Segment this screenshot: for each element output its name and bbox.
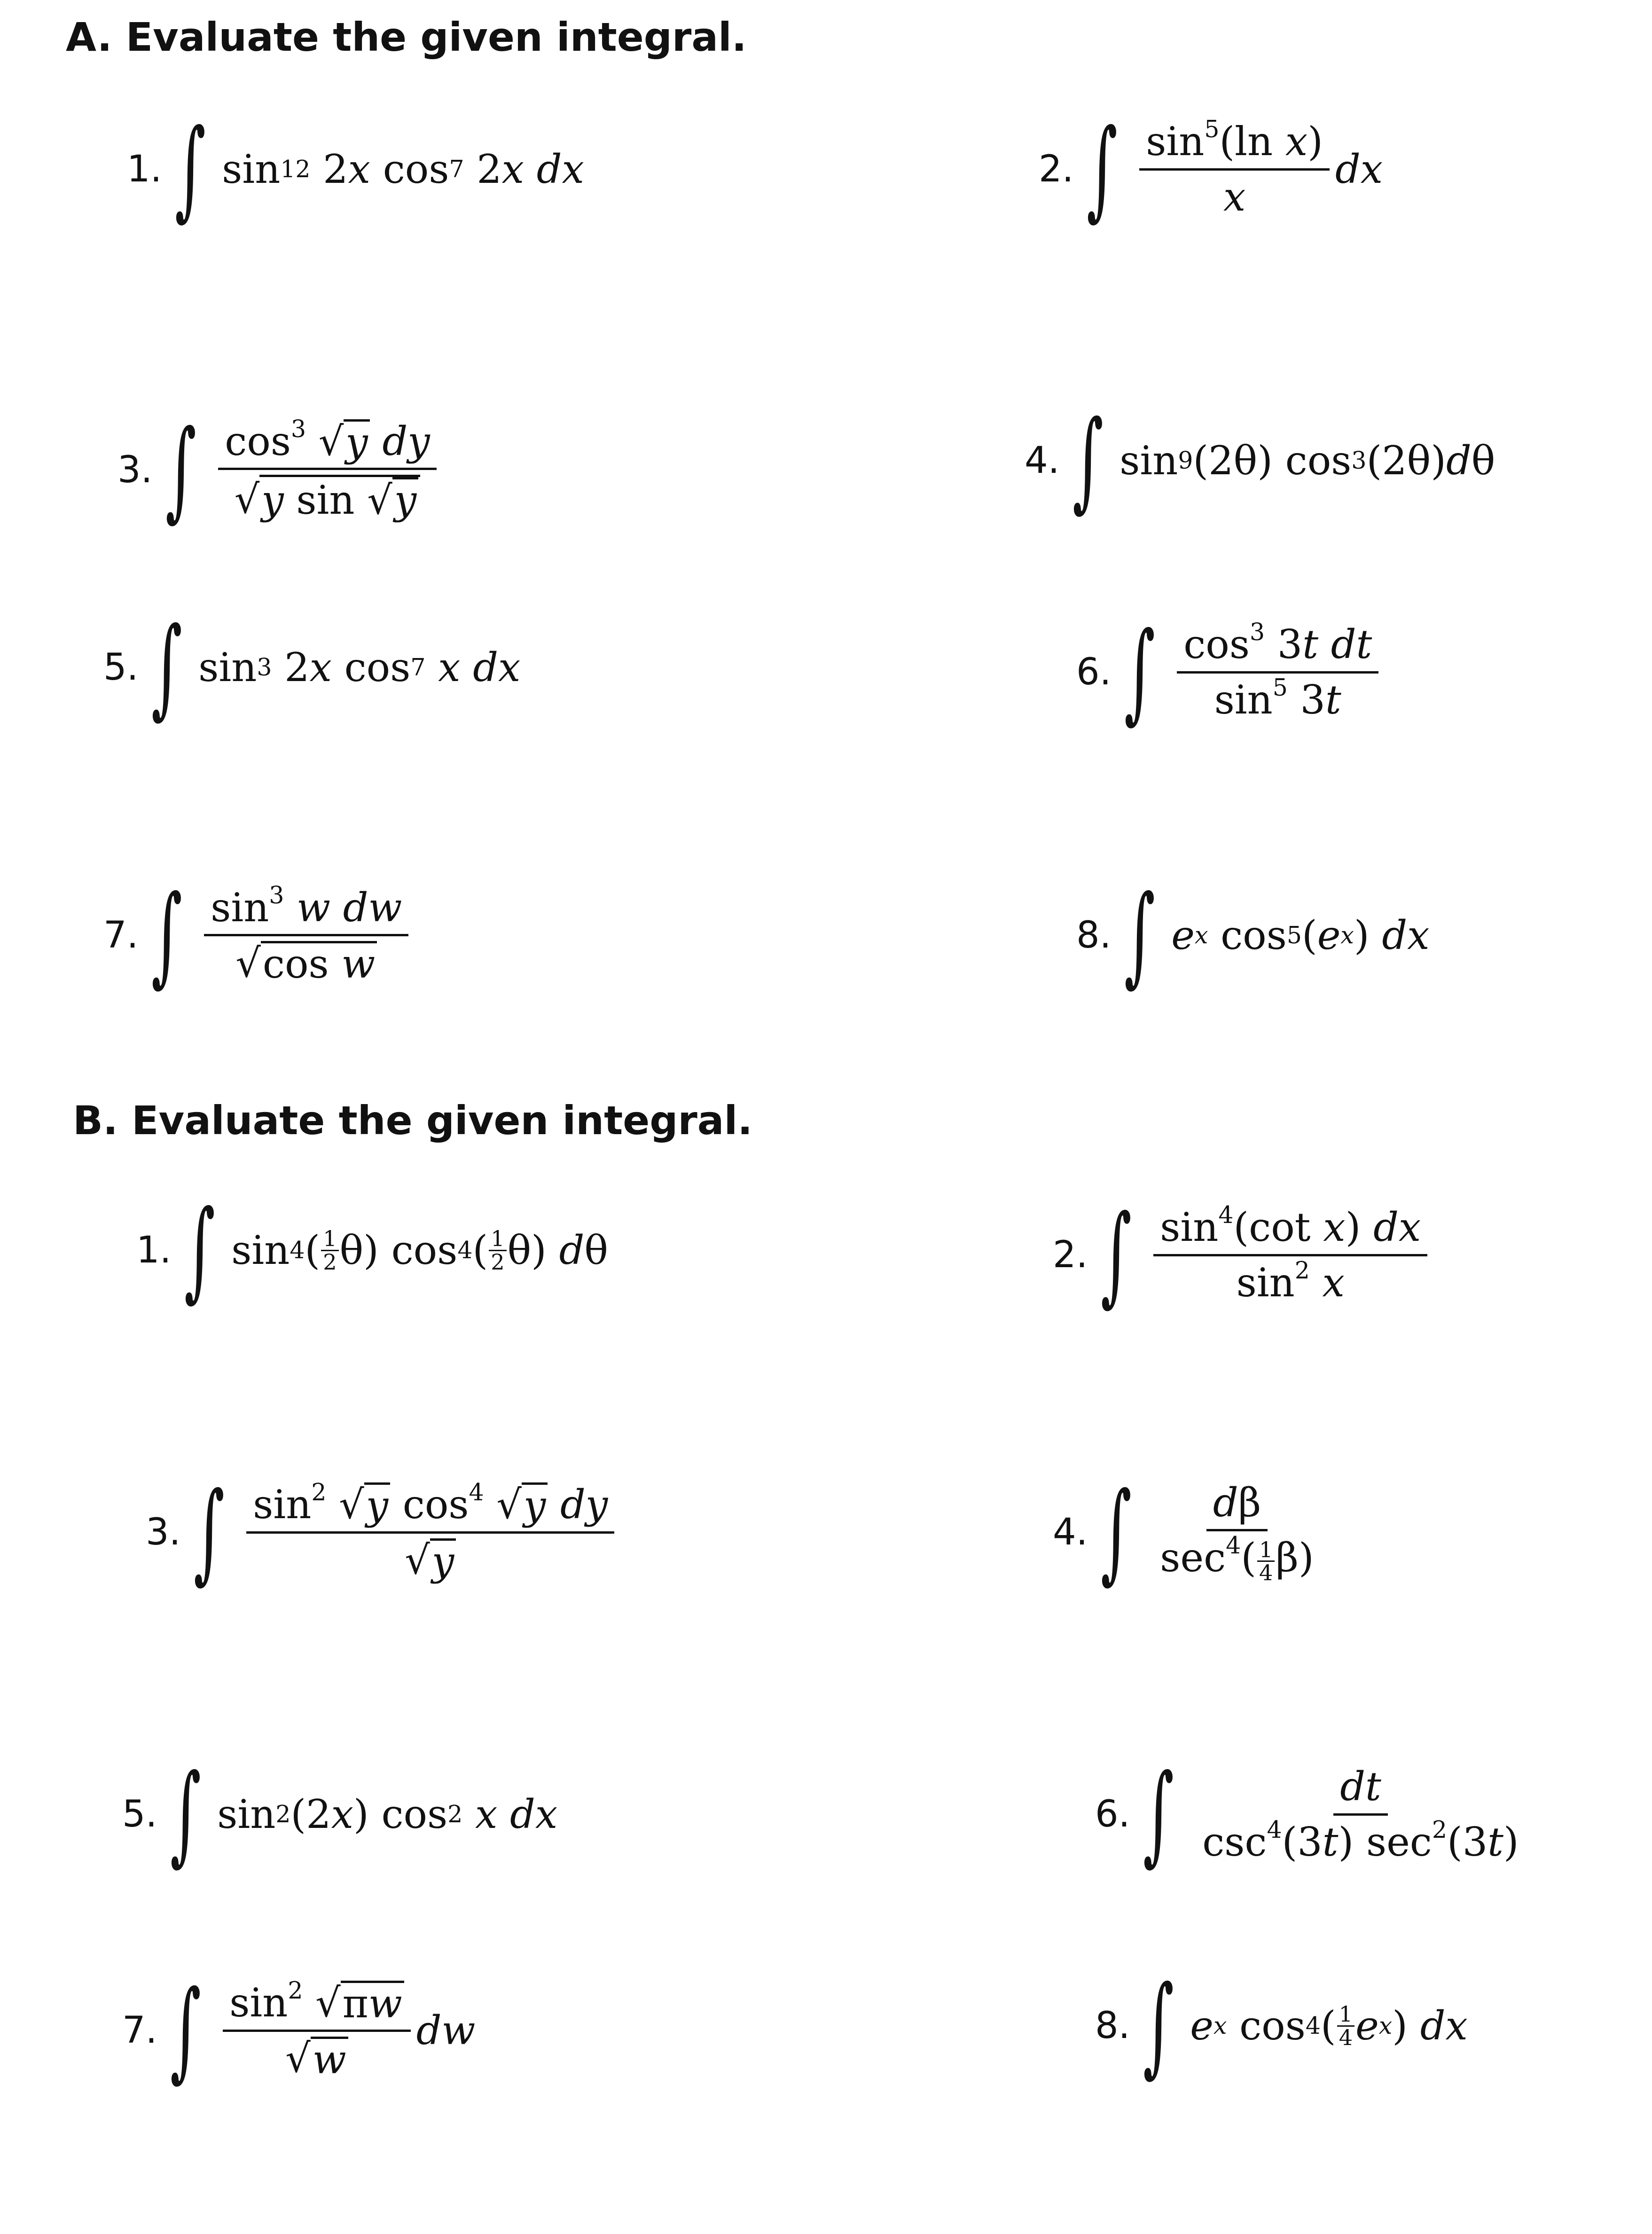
integral-symbol: ∫ — [1073, 398, 1104, 523]
integral-symbol: ∫ — [151, 872, 183, 998]
integral-symbol: ∫ — [175, 106, 206, 232]
problem-a1 — [127, 108, 584, 230]
integrand: $\sin^3 w$ dw √ cos w — [198, 886, 414, 985]
integrand: $\frac{\sin^5(\ln x)}{x}$ dx — [1134, 120, 1383, 219]
problem-a7 — [103, 874, 414, 996]
integrand: $\sin^2$ √ y $\cos^4$ √ y dy √ y — [241, 1482, 620, 1582]
integrand: $\frac{\sin^4(\cot x) dx}{\sin^2 x}$ — [1148, 1206, 1433, 1304]
problem-b6 — [1095, 1744, 1531, 1885]
problem-b5 — [122, 1753, 557, 1875]
integrand: sin 9 (2θ) cos 3 (2θ) d θ — [1120, 438, 1495, 484]
integrand: $\cos^3$ √ y dy √ y sin √ y — [212, 419, 442, 521]
integrand: sin 12 2 x cos 7 2 x dx — [222, 146, 584, 192]
problem-number: 6. — [1095, 1793, 1130, 1835]
problem-number: 1. — [136, 1229, 172, 1271]
problem-number: 5. — [103, 646, 139, 689]
problem-number: 7. — [122, 2009, 157, 2052]
problem-number: 2. — [1039, 148, 1074, 190]
problem-number: 2. — [1053, 1234, 1088, 1276]
integral-symbol: ∫ — [165, 407, 197, 533]
problem-number: 6. — [1076, 651, 1112, 693]
integrand: $\frac{\cos^3 3t dt}{\sin^5 3t}$ — [1171, 623, 1384, 721]
problem-a6 — [1076, 606, 1384, 738]
problem-a2 — [1039, 108, 1383, 230]
integrand: sin 3 2 x cos 7 x dx — [198, 644, 521, 690]
integral-symbol: ∫ — [1087, 106, 1118, 232]
problem-b7 — [122, 1960, 475, 2101]
problem-number: 1. — [127, 148, 162, 190]
problem-a8 — [1076, 874, 1429, 996]
problem-number: 3. — [146, 1511, 181, 1553]
integrand: e x cos 5 ( e x ) dx — [1171, 912, 1430, 958]
integral-symbol: ∫ — [170, 1751, 202, 1877]
problem-b1 — [136, 1189, 608, 1311]
integral-symbol: ∫ — [1101, 1469, 1132, 1595]
problem-number: 4. — [1053, 1511, 1088, 1553]
integral-symbol: ∫ — [1101, 1192, 1132, 1317]
integral-symbol: ∫ — [184, 1187, 216, 1313]
integrand: e x cos 4 ( $\frac{1}{4}$ e x ) dx — [1190, 2001, 1468, 2050]
problem-number: 8. — [1076, 914, 1112, 956]
problem-a5 — [103, 606, 520, 729]
integral-symbol: ∫ — [151, 604, 183, 730]
integrand: sin 2 (2 x ) cos 2 x dx — [217, 1791, 558, 1837]
problem-b3 — [146, 1462, 620, 1603]
problem-number: 3. — [117, 449, 153, 491]
problem-number: 8. — [1095, 2005, 1130, 2047]
integral-symbol: ∫ — [1143, 1751, 1174, 1877]
problem-b4 — [1053, 1462, 1326, 1603]
integral-symbol: ∫ — [194, 1469, 225, 1595]
problem-number: 5. — [122, 1793, 157, 1835]
problem-b2 — [1053, 1184, 1433, 1325]
problem-number: 7. — [103, 914, 139, 956]
problem-b8 — [1095, 1960, 1468, 2092]
problem-number: 4. — [1025, 439, 1060, 482]
integrand: $\sin^2$ √ πw √ w dw — [217, 1981, 475, 2080]
problem-a4 — [1025, 400, 1495, 522]
section-a-heading: A. Evaluate the given integral. — [66, 14, 747, 60]
problem-a3 — [117, 400, 442, 541]
integral-symbol: ∫ — [1124, 872, 1156, 998]
integral-symbol: ∫ — [1124, 609, 1156, 735]
integrand: dβ $\sec^4$( $\frac{1}{4}$ β) — [1160, 1479, 1314, 1585]
integrand: $\frac{dt}{\csc^4(3t) \sec^2(3t)}$ — [1202, 1764, 1519, 1865]
integrand: sin 4 ( $\frac{1}{2}$ θ) cos 4 ( $\frac{1}{2}$ θ) d θ — [231, 1226, 608, 1275]
section-b-heading: B. Evaluate the given integral. — [73, 1097, 753, 1144]
integral-symbol: ∫ — [170, 1967, 202, 2093]
integral-symbol: ∫ — [1143, 1963, 1174, 2088]
